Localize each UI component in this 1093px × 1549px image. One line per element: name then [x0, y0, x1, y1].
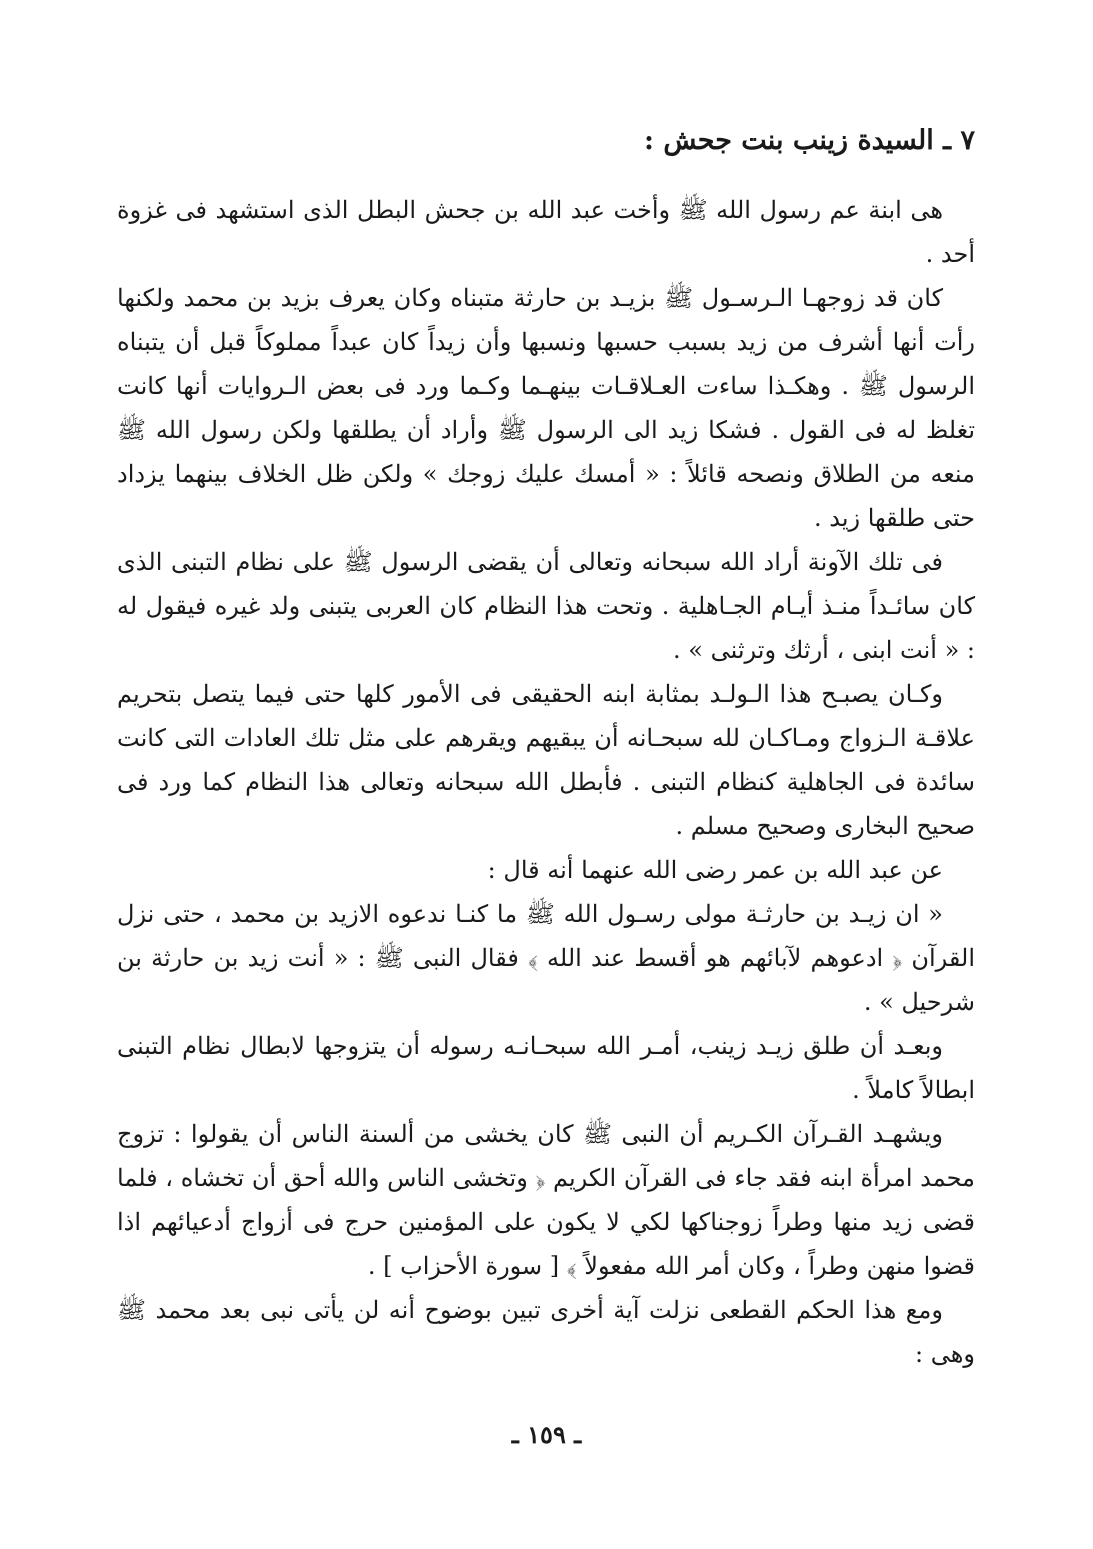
paragraph: ويشهـد القـرآن الكـريم أن النبى ﷺ كان يخشى من ألسنة الناس أن يقولوا : تزوج محمد امرأة ابنه فقد جاء فى القرآن الكريم ﴿ وتخشى الناس والله أحق أن تخشاه ، فلما قضى زيد منها وطراً زوجناكها لكي لا يكون على المؤمنين حرج فى أزواج أدعيائهم اذا قضوا منهن وطراً ، وكان أمر الله مفعولاً ﴾ [ سورة الأحزاب ] .	[117, 1120, 975, 1280]
section-heading: ٧ ـ السيدة زينب بنت جحش :	[643, 125, 975, 156]
page-number: ـ ١٥٩ ـ	[511, 1420, 582, 1449]
paragraph: هى ابنة عم رسول الله ﷺ وأخت عبد الله بن جحش البطل الذى استشهد فى غزوة أحد .	[117, 196, 975, 268]
paragraph: ومع هذا الحكم القطعى نزلت آية أخرى تبين بوضوح أنه لن يأتى نبى بعد محمد ﷺ وهى :	[117, 1296, 975, 1368]
paragraph: وبعـد أن طلق زيـد زينب، أمـر الله سبحـانـه رسوله أن يتزوجها لابطال نظام التبنى ابطالاً كاملاً .	[117, 1032, 975, 1104]
paragraph: فى تلك الآونة أراد الله سبحانه وتعالى أن يقضى الرسول ﷺ على نظام التبنى الذى كان سائـداً منـذ أيـام الجـاهلية . وتحت هذا النظام كان العربى يتبنى ولد غيره فيقول له : « أنت ابنى ، أرثك وترثنى » .	[117, 548, 975, 664]
paragraph: كان قد زوجهـا الـرسـول ﷺ بزيـد بن حارثة متبناه وكان يعرف بزيد بن محمد ولكنها رأت أنها أشرف من زيد بسبب حسبها ونسبها وأن زيداً كان عبداً مملوكاً قبل أن يتبناه الرسول ﷺ . وهكـذا ساءت العـلاقـات بينهـما وكـما ورد فى بعض الـروايات أنها كانت تغلظ له فى القول . فشكا زيد الى الرسول ﷺ وأراد أن يطلقها ولكن رسول الله ﷺ منعه من الطلاق ونصحه قائلاً : « أمسك عليك زوجك » ولكن ظل الخلاف بينهما يزداد حتى طلقها زيد .	[117, 284, 975, 532]
paragraph: عن عبد الله بن عمر رضى الله عنهما أنه قال :	[487, 856, 943, 884]
paragraph: وكـان يصبـح هذا الـولـد بمثابة ابنه الحقيقى فى الأمور كلها حتى فيما يتصل بتحريم علاقـة الـزواج ومـاكـان لله سبحـانه أن يبقيهم ويقرهم على مثل تلك العادات التى كانت سائدة فى الجاهلية كنظام التبنى . فأبطل الله سبحانه وتعالى هذا النظام كما ورد فى صحيح البخارى وصحيح مسلم .	[117, 680, 975, 840]
paragraph: « ان زيـد بن حارثـة مولى رسـول الله ﷺ ما كنـا ندعوه الازيد بن محمد ، حتى نزل القرآن ﴿ ادعوهم لآبائهم هو أقسط عند الله ﴾ فقال النبى ﷺ : « أنت زيد بن حارثة بن شرحيل » .	[117, 900, 975, 1016]
body-text	[117, 188, 975, 1376]
